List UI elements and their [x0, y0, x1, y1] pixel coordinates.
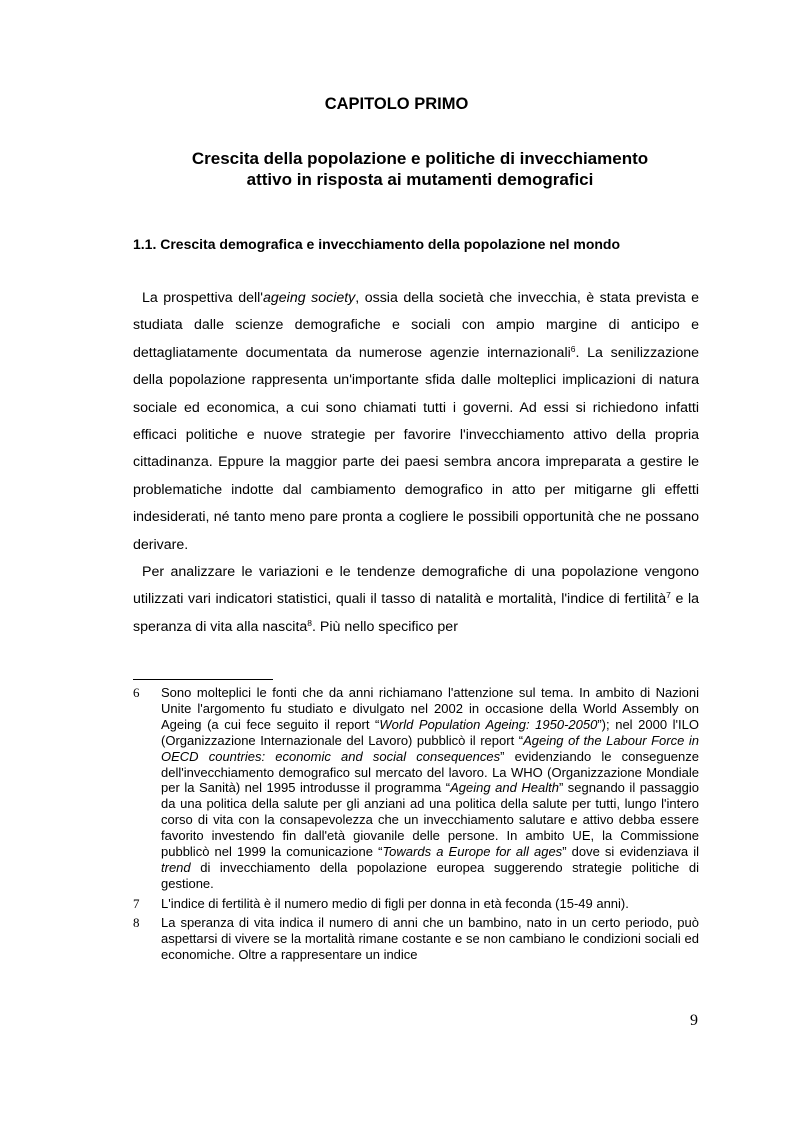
- paragraph-2: [133, 559, 699, 641]
- chapter-title-line-1: Crescita della popolazione e politiche di invecchiamento: [191, 149, 649, 168]
- footnote-6-text-k: di invecchiamento della popolazione europea suggerendo strategie politiche di gestione.: [161, 859, 699, 891]
- paragraph-1-text-b: , ossia della società che invecchia, è stata prevista e studiata dalle scienze demografiche e sociali con ampio margine di anticipo e dettagliatamente documentata da numerose agenzie internazionali: [133, 290, 700, 361]
- section-heading: 1.1. Crescita demografica e invecchiamento della popolazione nel mondo: [133, 236, 621, 252]
- footnote-6-italic-term: trend: [161, 859, 191, 875]
- paragraph-1: [133, 285, 699, 559]
- footnote-6-italic-title-1: World Population Ageing: 1950-2050: [379, 716, 598, 732]
- chapter-title: [140, 148, 700, 190]
- footnote-8: [133, 915, 699, 963]
- footnote-number: 6: [133, 685, 140, 700]
- footnote-number: 7: [133, 895, 140, 911]
- paragraph-1-italic-term: ageing society: [263, 290, 356, 306]
- footnote-6-italic-title-4: Towards a Europe for all ages: [382, 844, 563, 860]
- chapter-title-line-2: attivo in risposta ai mutamenti demografici: [246, 170, 594, 189]
- footnote-ref-7[interactable]: 7: [666, 590, 671, 601]
- footnote-6-text-e: ” evidenziando le conseguenze dell'invecchiamento demografico sul mercato del lavoro. La WHO (Organizzazione Mondiale per la Sanità) nel 1995 introdusse il programma “: [161, 748, 699, 796]
- paragraph-2-text-c: . Più nello specifico per: [312, 618, 458, 635]
- footnote-ref-6[interactable]: 6: [570, 343, 576, 354]
- footnote-separator: [133, 679, 273, 680]
- footnote-6-text-g: ” segnando il passaggio da una politica della salute per gli anziani ad una politica della salute per tutti, lungo l'intero corso di vita con la consapevolezza che un invecchiamento salutare e attivo debba essere favorito investendo fin dall'età giovanile delle persone. In ambito UE, la Commissione pubblicò nel 1999 la comunicazione “: [161, 780, 699, 860]
- paragraph-1-text-c: . La senilizzazione della popolazione rappresenta un'importante sfida dalle molteplici implicazioni di natura sociale ed economica, a cui sono chiamati tutti i governi. Ad essi si richiedono infatti efficaci politiche e nuove strategie per favorire l'invecchiamento attivo della propria cittadinanza. Eppure la maggior parte dei paesi sembra ancora impreparata a gestire le problematiche indotte dal cambiamento demografico in atto per mitigarne gli effetti indesiderati, né tanto meno pare pronta a cogliere le possibili opportunità che ne possano derivare.: [133, 344, 699, 553]
- footnote-6-italic-title-2: Ageing of the Labour Force in OECD countries: economic and social consequences: [161, 732, 700, 764]
- footnote-6: [133, 685, 699, 892]
- footnote-7: [133, 896, 699, 912]
- footnote-6-italic-title-3: Ageing and Health: [450, 780, 559, 796]
- footnote-6-text-a: Sono molteplici le fonti che da anni richiamano l'attenzione sul tema. In ambito di Nazioni Unite l'argomento fu studiato e divulgato nel 2002 in occasione della World Assembly on Ageing (a cui fece seguito il report “: [161, 685, 699, 732]
- footnote-ref-8[interactable]: 8: [307, 617, 313, 628]
- footnote-6-text-c: ”); nel 2000 l'ILO (Organizzazione Internazionale del Lavoro) pubblicò il report “: [161, 716, 699, 748]
- paragraph-1-text-a: La prospettiva dell': [142, 290, 263, 306]
- footnote-8-text: La speranza di vita indica il numero di anni che un bambino, nato in un certo periodo, può aspettarsi di vivere se la mortalità rimane costante e se non cambiano le condizioni sociali ed economiche. Oltre a rappresentare un indice: [161, 914, 699, 962]
- body-text: [133, 285, 699, 641]
- footnote-7-text: L'indice di fertilità è il numero medio di figli per donna in età feconda (15-49 anni).: [161, 895, 629, 911]
- page-number: 9: [690, 1012, 698, 1029]
- chapter-label: CAPITOLO PRIMO: [324, 95, 469, 113]
- paragraph-2-text-a: Per analizzare le variazioni e le tendenze demografiche di una popolazione vengono utilizzati vari indicatori statistici, quali il tasso di natalità e mortalità, l'indice di fertilità: [133, 564, 699, 608]
- footnotes: [133, 685, 699, 962]
- paragraph-2-text-b: e la speranza di vita alla nascita: [133, 591, 699, 635]
- footnote-number: 8: [133, 914, 140, 930]
- footnote-6-text-i: ” dove si evidenziava il: [562, 844, 699, 860]
